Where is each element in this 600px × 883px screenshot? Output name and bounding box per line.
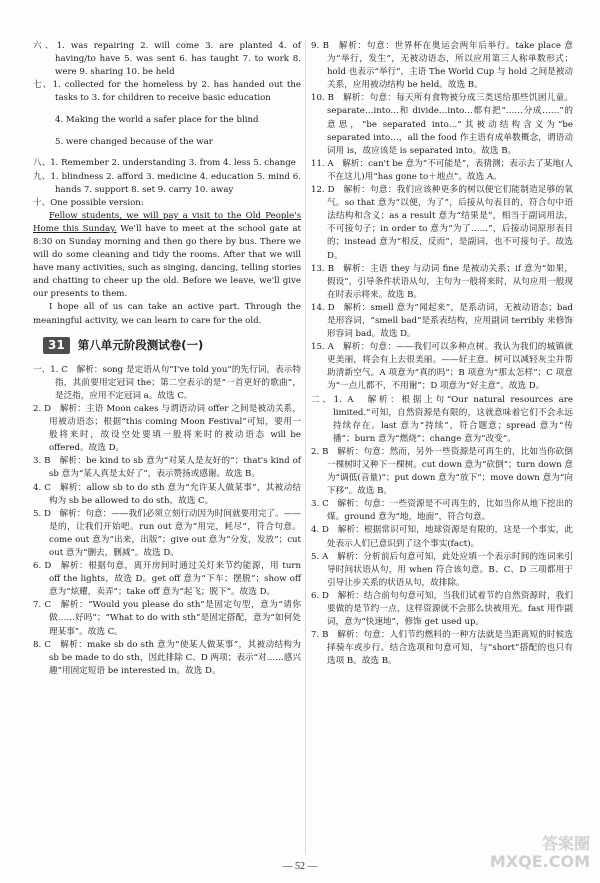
answer-item: 6. D 解析：根据句意，离开房间时通过关灯来节约能源，用 turn off the lights，故选 D。get off 意为“下车；摆脱”；show off 意为“炫耀，卖弄”；take off 意为“起飞；脱下”。故选 D。: [33, 561, 301, 598]
watermark-logo: 答案圈 MXQE.COM: [489, 834, 590, 871]
answer-item: 12. D 解析：句意：我们应该种更多的树以便它们能制造足够的氧气。so that 意为“以便，为了”，后接从句表目的，符合句中语法结构和含义；as a result 意为“结果是”，相当于副词用法，不可接句子；in order to 意为“为了……”，后接动词原形表目的；instead 意为“相反，反而”，是副词，也不可接句子。故选 D。: [311, 185, 573, 261]
section-7-line-1: 七、1. collected for the homeless by 2. has handed out the tasks to 3. for children to receive basic education: [33, 80, 301, 104]
answer-item: 3. B 解析：be kind to sb 意为“对某人是友好的”；that's kind of sb 意为“某人真是太好了”，表示赞扬或感谢。故选 B。: [33, 456, 301, 480]
unit-title: 第八单元阶段测试卷(一): [77, 338, 204, 353]
answer-item: 4. D 解析：根据常识可知，地球资源是有限的，这是一个事实，此处表示人们已意识到了这个事实(fact)。: [311, 525, 573, 549]
column-divider: [305, 40, 306, 855]
answer-item: 10. B 解析：句意：每天所有食物被分成三类送给那些饥困儿童。separate…into…和 divide…into…都有把“……分成……”的意思，“be separated into…”其被动结构含义为“be separated into…，all the food 作主语有成单数概念，谓语动词用 is，故应该是 is separated into。故选 B。: [311, 93, 573, 156]
section-7-line-3: 5. were changed because of the war: [55, 136, 213, 147]
answer-item: 15. A 解析：句意：——我们可以多种点树。我认为我们的城镇就更美丽，将会有上去很美丽。——好主意。树可以减轻灰尘并帮助清新空气。A 项意为“真的吗”；B 项意为“那太怎样”；C 项意为“一点儿都不，不用谢”；D 项意为“好主意”。故选 D。: [311, 342, 573, 392]
section-7-line-2: 4. Making the world a safer place for the blind: [55, 115, 259, 126]
unit-heading: [43, 336, 301, 356]
section-10-heading: 十、One possible version:: [33, 197, 144, 208]
answer-item: 5. A 解析：分析前后句意可知，此处应填一个表示时间的连词来引导时间状语从句，用 when 符合该句意。B、C、D 三项都用于引导让步关系的状语从句，故排除。: [311, 551, 573, 588]
answer-item: 一、1. C 解析：song 是定语从句“I've told you”的先行词，表示特指，其前要用定冠词 the；第二空表示的是“一首更好的歌曲”，是泛指，应用不定冠词 a。故选 C。: [33, 364, 301, 401]
section-8-answers: 八、1. Remember 2. understanding 3. from 4. less 5. change: [33, 158, 296, 169]
answer-item: 3. C 解析：句意：一些资源是不可再生的，比如当你从地下挖出的煤。ground 意为“地，地面”，符合句意。: [311, 499, 573, 523]
writing-underlined-opening: Fellow students, we will pay a visit to the Old People's Home this Sunday.: [33, 210, 301, 234]
answer-item: 2. B 解析：句意：然而，另外一些资源是可再生的，比如当你砍倒一棵树时又种下一棵树。cut down 意为“砍倒”；turn down 意为“调低(音量)”；put down 意为“放下”；move down 意为“向下移”。故选 B。: [311, 446, 573, 497]
writing-paragraph-1: [33, 210, 301, 302]
right-column: [311, 40, 573, 669]
answer-item: 7. C 解析：“Would you please do sth”是固定句型，意为“请你做……好吗”；“What to do with sth”是固定搭配，意为“如何处理某事”。故选 C。: [33, 600, 301, 637]
answer-item: 2. D 解析：主语 Moon cakes 与谓语动词 offer 之间是被动关系，用被动语态；根据“this coming Moon Festival”可知，要用一般将来时，故设空处要填一般将来时的被动语态 will be offered。故选 D。: [33, 403, 301, 454]
answer-item: 二、1. A 解析：根据上句“Our natural resources are limited.”可知，自然资源是有限的，这就意味着它们不会永远持续存在。last 意为“持续”，符合题意；spread 意为“传播”；burn 意为“燃烧”；change 意为“改变”。: [311, 394, 573, 444]
answer-item: 9. B 解析：句意：世界杯在奥运会两年后举行。take place 意为“举行，发生”，无被动语态，所以应用第三人称单数形式；hold 也表示“举行”，主语 The World Cup 与 hold 之间是被动关系，应用被动结构 be held。故选 B。: [311, 41, 573, 91]
section-9-answers: 九、1. blindness 2. afford 3. medicine 4. education 5. mind 6. hands 7. support 8. set 9. carry 10. away: [33, 171, 301, 195]
page-number: — 52 —: [282, 861, 318, 872]
section-6-answers: 六、1. was repairing 2. will come 3. are planted 4. of having/to have 5. was sent 6. has taught 7. to work 8. were 9. sharing 10. be held: [33, 41, 301, 78]
answer-item: 11. A 解析：can't be 意为“不可能是”，表猜测；表示去了某地(人不在这儿)用“has gone to＋地点”。故选 A。: [311, 158, 573, 182]
answer-item: 7. B 解析：句意：人们节约燃料的一种方法就是当距离短的时候选择骑车或步行。结合选项和句意可知，与“short”搭配的也只有选项 B。故选 B。: [311, 630, 573, 667]
unit-number-badge: 31: [43, 337, 70, 354]
writing-paragraph-2: I hope all of us can take an active part. Through the meaningful activity, we can learn to care for the old.: [33, 302, 301, 326]
writing-paragraph-1-rest: We'll have to meet at the school gate at 8:30 on Sunday morning and then go there by bus. There we will do some cleaning and tidy the rooms. After that we will have many activities, such as singing, dancing, telling stories and chatting to cheer up the old. Before we leave, we'll give our presents to them.: [33, 223, 301, 300]
answer-item: 14. D 解析：smell 意为“闻起来”，是系动词，无被动语态；bad 是形容词，“smell bad”是系表结构，应用副词 terribly 来修饰形容词 bad。故选 D。: [311, 302, 573, 340]
left-column: [33, 40, 301, 678]
answer-item: 4. C 解析：allow sb to do sth 意为“允许某人做某事”，其被动结构为 sb be allowed to do sth。故选 C。: [33, 482, 301, 506]
answer-item: 8. C 解析：make sb do sth 意为“使某人做某事”，其被动结构为 sb be made to do sth，因此排除 C、D 两项；表示“对……感兴趣”用固定短语 be interested in。故选 D。: [33, 639, 301, 676]
answer-item: 5. D 解析：句意：——我们必须立刻行动因为时间就要用完了。——是的，让我们开始吧。run out 意为“用完，耗尽”，符合句意。come out 意为“出来，出版”；give out 意为“分发，发放”；cut out 意为“删去，删减”。故选 D。: [33, 508, 301, 558]
answer-item: 6. D 解析：结合前句句意可知，当我们试着节约自然资源时，我们要做的是节约一点，这样资源就不会那么快被用光。fast 用作副词，意为“快速地”，修饰 get used up。: [311, 590, 573, 628]
answer-item: 13. B 解析：主语 they 与动词 fine 是被动关系；if 意为“如果，假设”，引导条件状语从句，主句为一般将来时，从句应用一般现在时表示将来。故选 B。: [311, 263, 573, 300]
